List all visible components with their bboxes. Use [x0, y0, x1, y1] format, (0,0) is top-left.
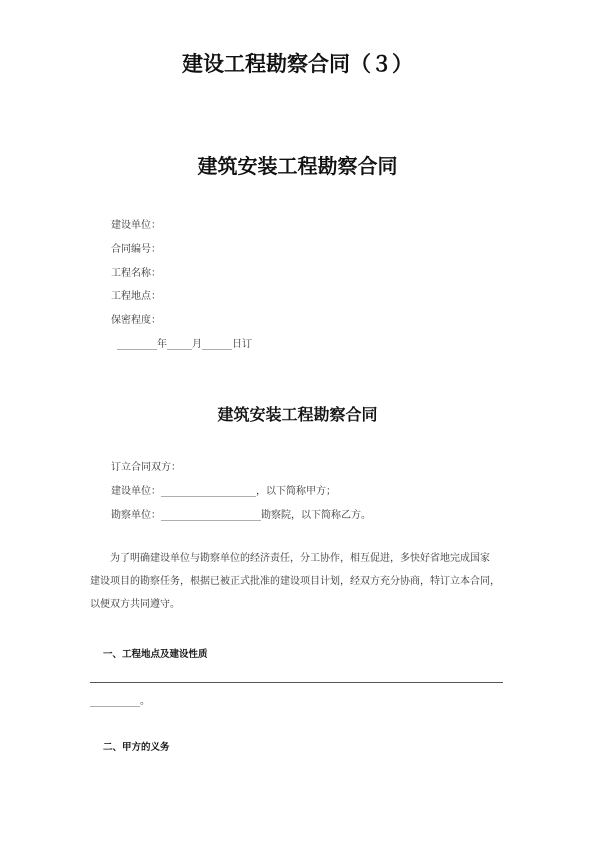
fill-in-line [90, 682, 503, 683]
field-construction-unit: 建设单位： [111, 220, 161, 231]
party-b: 勘察单位：____________________勘察院，以下简称乙方。 [111, 510, 371, 521]
field-confidentiality: 保密程度： [111, 315, 161, 326]
fill-in-line-tail: __________。 [90, 696, 150, 707]
section-heading-1: 一、工程地点及建设性质 [103, 649, 208, 660]
main-title: 建筑安装工程勘察合同 [197, 154, 398, 178]
field-project-location: 工程地点： [111, 291, 161, 302]
document-title: 建设工程勘察合同（３） [182, 52, 413, 76]
section-heading-2: 二、甲方的义务 [103, 742, 170, 753]
preamble-line: 为了明确建设单位与勘察单位的经济责任，分工协作，相互促进，多快好省地完成国家 [110, 553, 490, 564]
party-a: 建设单位：___________________，以下简称甲方； [111, 486, 336, 497]
contract-title: 建筑安装工程勘察合同 [217, 405, 378, 424]
field-project-name: 工程名称： [111, 268, 161, 279]
preamble-paragraph [90, 547, 505, 616]
preamble-line: 建设项目的勘察任务，根据已被正式批准的建设项目计划，经双方充分协商，特订立本合同， [90, 576, 500, 587]
parties-intro: 订立合同双方： [111, 462, 181, 473]
preamble-line: 以便双方共同遵守。 [90, 599, 180, 610]
field-contract-number: 合同编号： [111, 244, 161, 255]
date-line: ________年_____月______日订 [117, 339, 252, 350]
